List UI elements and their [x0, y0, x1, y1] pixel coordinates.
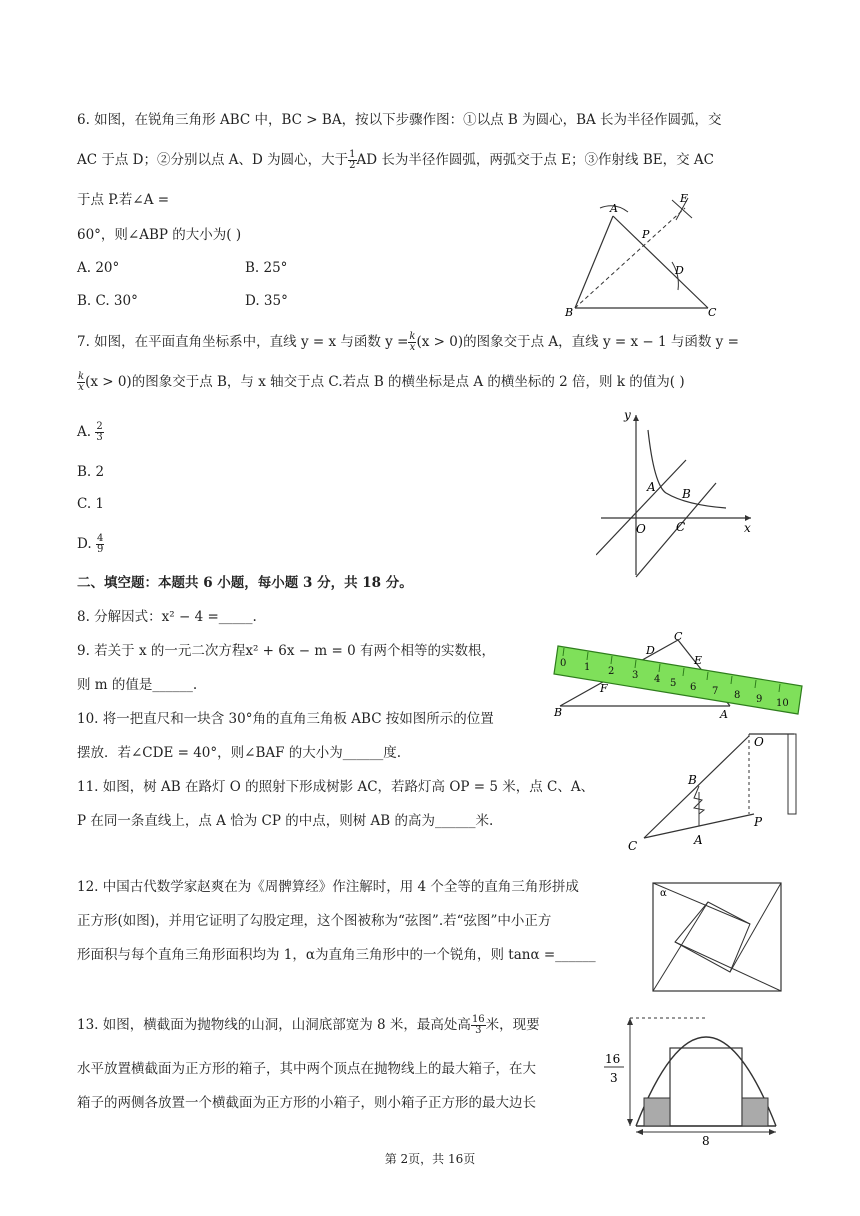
q7-label-c: C [676, 520, 686, 534]
q13-height-fraction: $\frac{16}{3}$ [471, 1014, 485, 1036]
q9-label-d: D [646, 644, 655, 657]
q6-line2 [77, 150, 714, 171]
q6-half-fraction: $\frac{1}{2}$ [349, 149, 356, 171]
q13-line2: 水平放置横截面为正方形的箱子，其中两个顶点在抛物线上的最大箱子，在大 [77, 1061, 536, 1077]
q12-line3: 形面积与每个直角三角形面积均为 1，α为直角三角形中的一个锐角，则 tanα =______ [77, 947, 596, 963]
ruler-tick-3: 3 [632, 670, 639, 681]
q13-height-den: 3 [610, 1071, 618, 1085]
q7-option-d: D. $\frac{4}{9}$ [77, 533, 104, 555]
ruler-tick-2: 2 [608, 666, 615, 677]
q7-label-y: y [624, 408, 631, 422]
q7-label-b: B [682, 487, 691, 501]
q11-line1: 11. 如图，树 AB 在路灯 O 的照射下形成树影 AC，若路灯高 OP = 5 米，点 C、A、 [77, 779, 595, 795]
q6-option-d: D. 35° [245, 293, 288, 309]
q9-line2: 则 m 的值是______. [77, 677, 198, 693]
q11-label-p: P [754, 815, 763, 829]
q6-line2a: AC 于点 D；②分别以点 A、D 为圆心，大于 [77, 152, 349, 168]
q7-option-b: B. 2 [77, 464, 105, 480]
q9-label-b: B [554, 706, 563, 719]
page-footer: 第 2页，共 16页 [384, 1152, 476, 1166]
q7-line1a: 7. 如图，在平面直角坐标系中，直线 y = x 与函数 y = [77, 334, 409, 350]
q6-line4: 60°，则∠ABP 的大小为( ) [77, 227, 242, 243]
ruler-tick-7: 7 [712, 686, 719, 697]
q6-line3: 于点 P.若∠A = [77, 192, 170, 208]
q6-label-c: C [708, 306, 717, 319]
q11-label-b: B [688, 773, 697, 787]
ruler-tick-10: 10 [776, 698, 789, 709]
ruler-tick-0: 0 [560, 658, 567, 669]
q6-figure [560, 190, 730, 320]
q10-line2: 摆放．若∠CDE = 40°，则∠BAF 的大小为______度. [77, 745, 402, 761]
q7-line2-text: (x > 0)的图象交于点 B，与 x 轴交于点 C.若点 B 的横坐标是点 A 的横坐标的 2 倍，则 k 的值为( ) [85, 374, 685, 390]
q7-label-o: O [636, 522, 646, 536]
q9-label-c: C [674, 630, 683, 643]
q6-label-e: E [680, 192, 689, 205]
q9-figure [550, 628, 810, 723]
section-2-heading: 二、填空题：本题共 6 小题，每小题 3 分，共 18 分。 [77, 575, 413, 591]
q13-line1b: 米，现要 [485, 1017, 540, 1033]
ruler-tick-4: 4 [654, 674, 661, 685]
q11-label-a: A [694, 833, 703, 847]
ruler-tick-5: 5 [670, 678, 677, 689]
q13-width-label: 8 [702, 1134, 710, 1148]
q6-label-b: B [565, 306, 574, 319]
ruler-tick-1: 1 [584, 662, 591, 673]
q7-label-a: A [647, 480, 656, 494]
q9-line1: 9. 若关于 x 的一元二次方程x² + 6x − m = 0 有两个相等的实数根， [77, 643, 495, 659]
q12-label-alpha: α [660, 888, 667, 899]
q8-text: 8. 分解因式：x² − 4 =_____. [77, 609, 257, 625]
q11-label-o: O [754, 735, 764, 749]
q11-figure [624, 726, 814, 856]
q6-label-a: A [610, 202, 618, 215]
ruler-tick-8: 8 [734, 690, 741, 701]
q6-label-p: P [642, 228, 650, 241]
q7-k-over-x: $\frac{k}{x}$ [409, 331, 416, 353]
q7-line2 [77, 372, 685, 393]
q7-label-x: x [744, 521, 751, 535]
q6-option-b: B. 25° [245, 260, 288, 276]
q7-option-c: C. 1 [77, 496, 105, 512]
q13-line1 [77, 1015, 540, 1036]
q12-figure [650, 880, 785, 995]
q13-figure [600, 1008, 790, 1148]
q6-line1: 6. 如图，在锐角三角形 ABC 中，BC > BA，按以下步骤作图：①以点 B 为圆心，BA 长为半径作圆弧，交 [77, 112, 722, 128]
q12-line2: 正方形(如图)，并用它证明了勾股定理，这个图被称为“弦图”.若“弦图”中小正方 [77, 913, 552, 929]
q11-label-c: C [628, 839, 638, 853]
q7-k-over-x-2: $\frac{k}{x}$ [78, 371, 85, 393]
q6-line2b: AD 长为半径作圆弧，两弧交于点 E；③作射线 BE，交 AC [356, 152, 714, 168]
q11-line2: P 在同一条直线上，点 A 恰为 CP 的中点，则树 AB 的高为______米. [77, 813, 494, 829]
q7-figure [596, 405, 766, 585]
q9-label-f: F [600, 682, 608, 695]
q12-line1: 12. 中国古代数学家赵爽在为《周髀算经》作注解时，用 4 个全等的直角三角形拼成 [77, 879, 579, 895]
q7-line1 [77, 332, 739, 353]
ruler-tick-6: 6 [690, 682, 697, 693]
q9-label-e: E [694, 654, 703, 667]
q6-label-d: D [675, 264, 684, 277]
ruler-tick-9: 9 [756, 694, 763, 705]
q6-option-c: B. C. 30° [77, 293, 138, 309]
q13-line1a: 13. 如图，横截面为抛物线的山洞，山洞底部宽为 8 米，最高处高 [77, 1017, 471, 1033]
q7-line1b: (x > 0)的图象交于点 A，直线 y = x − 1 与函数 y = [416, 334, 739, 350]
q6-option-a: A. 20° [77, 260, 120, 276]
q9-label-a: A [720, 708, 728, 721]
q13-line3: 箱子的两侧各放置一个横截面为正方形的小箱子，则小箱子正方形的最大边长 [77, 1095, 536, 1111]
q13-height-num: 16 [605, 1052, 621, 1066]
q10-line1: 10. 将一把直尺和一块含 30°角的直角三角板 ABC 按如图所示的位置 [77, 711, 494, 727]
q7-option-a: A. $\frac{2}{3}$ [77, 421, 103, 443]
